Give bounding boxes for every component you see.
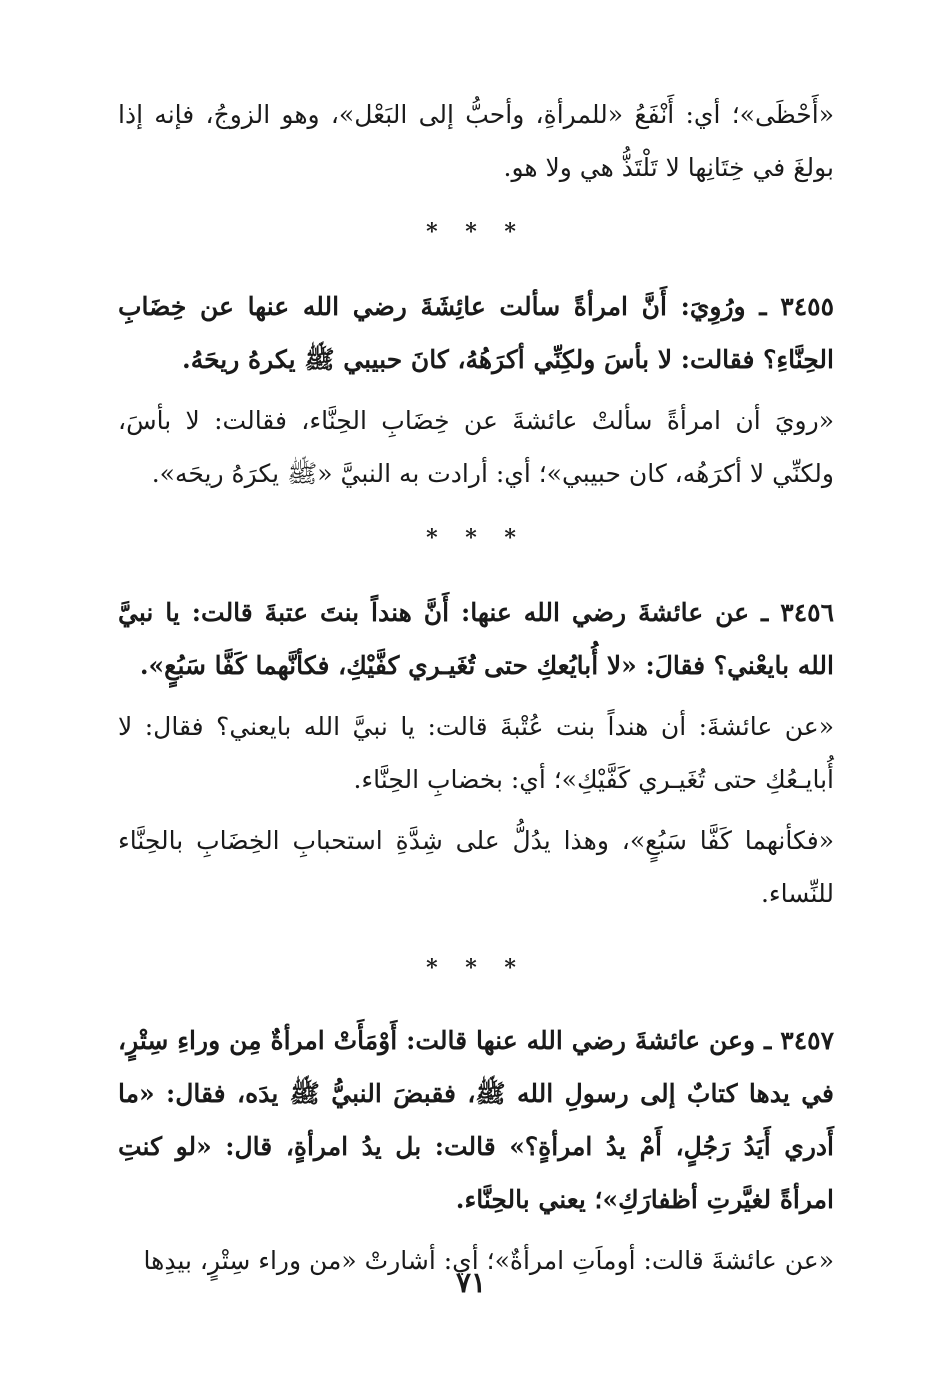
paragraph-commentary-5: «عن عائشةَ قالت: أوماَتِ امرأةٌ»؛ أي: أشارتْ «من وراء سِتْرٍ، بيدِها — [143, 1246, 834, 1275]
section-separator: * * * — [426, 955, 526, 981]
hadith-3455: ٣٤٥٥ ـ ورُوِيَ: أَنَّ امرأةً سألت عائِشَةَ رضي الله عنها عن خِضَابِ الحِنَّاءِ؟ فقالت: لا بأسَ ولكِنِّي أكرَهُهُ، كانَ حبيبي ﷺ يكرهُ ريحَهُ. — [118, 292, 834, 374]
paragraph-commentary-4: «فكأنهما كَفَّا سَبُعٍ»، وهذا يدُلُّ على شِدَّةِ استحبابِ الخِضَابِ بالحِنَّاء للنِّساء. — [118, 826, 834, 908]
paragraph-commentary-3: «عن عائشةَ: أن هنداً بنت عُتْبةَ قالت: يا نبيَّ الله بايعني؟ فقال: لا أُبايـعُكِ حتى تُغَيـري كَفَّيْكِ»؛ أي: بخضابِ الحِنَّاء. — [118, 712, 834, 794]
section-separator: * * * — [426, 219, 526, 245]
paragraph-commentary-1: «أَحْظَى»؛ أي: أَنْفَعُ «للمرأةِ، وأحبُّ إلى البَعْل»، وهو الزوجُ، فإنه إذا بولغَ في خِتَانِها لا تَلْتَذُّ هي ولا هو. — [118, 100, 834, 182]
section-separator: * * * — [426, 525, 526, 551]
page-number: ٧١ — [455, 1266, 487, 1299]
page-body — [118, 88, 834, 1287]
paragraph-commentary-2: «رويَ أن امرأةً سألتْ عائشةَ عن خِضَابِ الحِنَّاء، فقالت: لا بأسَ، ولكنِّي لا أكرَهُه، كان حبيبي»؛ أي: أرادت به النبيَّ «ﷺ يكرَهُ ريحَه». — [118, 406, 834, 488]
hadith-3456: ٣٤٥٦ ـ عن عائشةَ رضي الله عنها: أَنَّ هنداً بنتَ عتبةَ قالت: يا نبيَّ الله بايعْني؟ فقالَ: «لا أُبايُعكِ حتى تُغَيـري كفَّيْكِ، فكأنَّهما كَفَّا سَبُعٍ». — [118, 598, 834, 680]
hadith-3457: ٣٤٥٧ ـ وعن عائشةَ رضي الله عنها قالت: أَوْمَأَتْ امرأةٌ مِن وراءِ سِتْرٍ، في يدها كتابٌ إلى رسولِ الله ﷺ، فقبضَ النبيُّ ﷺ يدَه، فقال: «ما أَدري أَيَدُ رَجُلٍ، أَمْ يدُ امرأةٍ؟» قالت: بل يدُ امرأةٍ، قال: «لو كنتِ امرأةً لغيَّرتِ أظفارَكِ»؛ يعني بالحِنَّاء. — [118, 1026, 834, 1214]
